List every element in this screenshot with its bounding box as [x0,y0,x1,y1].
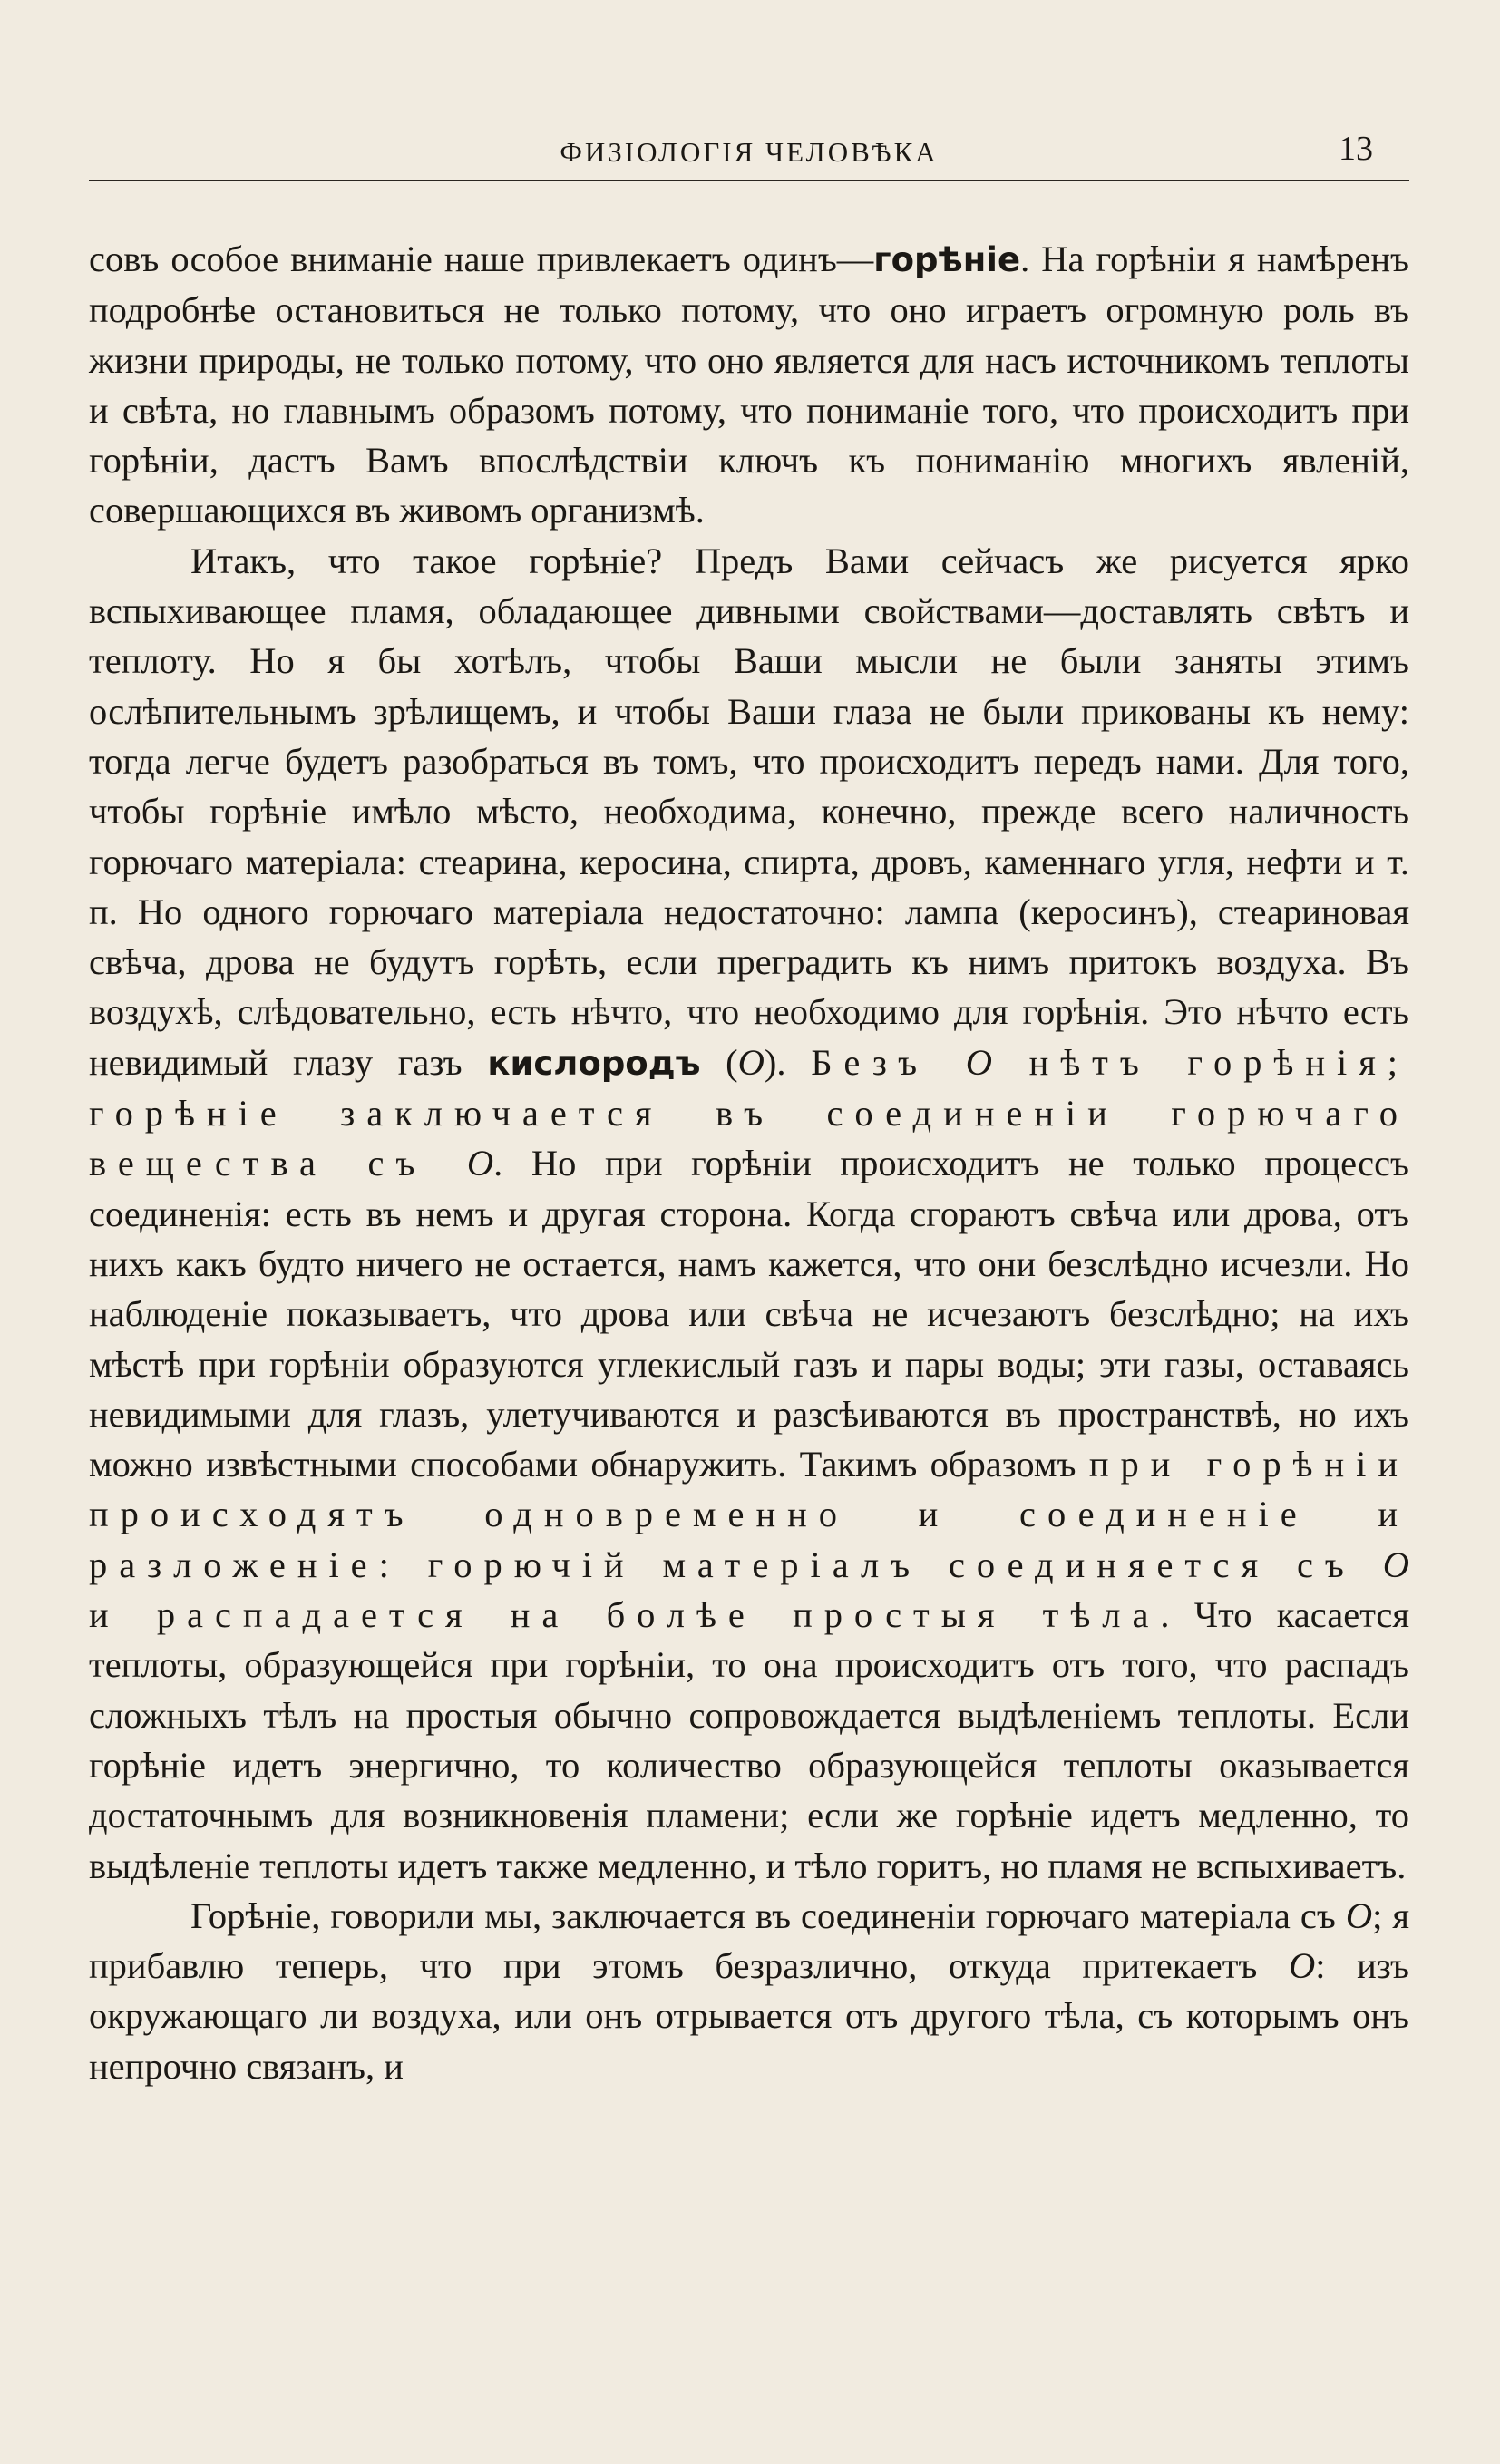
text-run: ). [764,1041,812,1083]
text-run-spaced: и распадается на болѣе простыя тѣла [89,1594,1161,1636]
paragraph [89,536,1409,1891]
text-run: Итакъ, что такое горѣніе? Предъ Вами сейчасъ же рисуется ярко вспыхивающее пламя, обладающее дивными свойствами—доставлять свѣтъ и теплоту. Но я бы хотѣлъ, чтобы Ваши мысли не были заняты этимъ ослѣпительнымъ зрѣлищемъ, и чтобы Ваши глаза не были прикованы къ нему: тогда легче будетъ разобраться въ томъ, что происходитъ передъ нами. Для того, чтобы горѣніе имѣло мѣсто, необходима, конечно, прежде всего наличность горючаго матеріала: стеарина, керосина, спирта, дровъ, каменнаго угля, нефти и т. п. Но одного горючаго матеріала недостаточно: лампа (керосинъ), стеариновая свѣча, дрова не будутъ горѣть, если преградить къ нимъ притокъ воздуха. Въ воздухѣ, слѣдовательно, есть нѣчто, что необходимо для горѣнія. Это нѣчто есть невидимый глазу газъ [89,540,1409,1083]
paragraph [89,234,1409,536]
text-run-italic: O [1382,1544,1409,1585]
text-run: Горѣніе, говорили мы, заключается въ соединеніи горючаго матеріала съ [190,1894,1346,1936]
text-run-spaced: нѣтъ горѣнія; горѣніе заключается въ соединеніи горючаго вещества съ [89,1041,1409,1184]
text-run: : изъ окружающаго ли воздуха, или онъ отрывается отъ другого тѣла, съ которымъ онъ непрочно связанъ, и [89,1945,1409,2087]
text-run-italic: O [737,1041,765,1083]
text-run-bold: кислородъ [487,1043,701,1083]
text-run: . На горѣніи я намѣренъ подробнѣе остановиться не только потому, что оно играетъ огромную роль въ жизни природы, не только потому, что оно является для насъ источникомъ теплоты и свѣта, но главнымъ образомъ потому, что пониманіе того, что происходитъ при горѣніи, дастъ Вамъ впослѣдствіи ключъ къ пониманію многихъ явленій, совершающихся въ живомъ организмѣ. [89,239,1409,531]
paragraph [89,1891,1409,2091]
text-run-italic: O [1288,1945,1316,1987]
page-header [89,0,1409,181]
page-number: 13 [1339,130,1373,168]
text-run: . Что касается теплоты, образующейся при горѣніи, то она происходитъ отъ того, что распадъ сложныхъ тѣлъ на простыя обычно сопровождается выдѣленіемъ теплоты. Если горѣніе идетъ энергично, то количество образующейся теплоты оказывается достаточнымъ для возникновенія пламени; если же горѣніе идетъ медленно, то выдѣленіе теплоты идетъ также медленно, и тѣло горитъ, но пламя не вспыхиваетъ. [89,1594,1410,1886]
text-run-italic: O [965,1041,992,1083]
header-rule [89,180,1409,181]
text-run: ( [700,1041,738,1083]
running-title: ФИЗІОЛОГІЯ ЧЕЛОВѢКА [560,136,939,168]
text-run: . Но при горѣніи происходитъ не только процессъ соединенія: есть въ немъ и другая сторона. Когда сгораютъ свѣча или дрова, отъ нихъ какъ будто ничего не остается, намъ кажется, что они безслѣдно исчезли. Но наблюденіе показываетъ, что дрова или свѣча не исчезаютъ безслѣдно; на ихъ мѣстѣ при горѣніи образуются углекислый газъ и пары воды; эти газы, оставаясь невидимыми для глазъ, улетучиваются и разсѣиваются въ пространствѣ, но ихъ можно извѣстными способами обнаружить. Такимъ образомъ [89,1143,1409,1485]
text-run-bold: горѣніе [873,240,1021,279]
text-run-spaced: Безъ [811,1041,966,1083]
text-run: совъ особое вниманіе наше привлекаетъ одинъ— [89,239,874,279]
body-text [89,234,1409,2091]
text-run-spaced: при горѣніи происходятъ одновременно и соединеніе и разложеніе: горючій матеріалъ соединяется съ [89,1444,1409,1585]
text-run: ; я прибавлю теперь, что при этомъ безразлично, откуда притекаетъ [89,1894,1409,1987]
text-run-italic: O [466,1143,494,1184]
text-run-italic: O [1345,1894,1373,1936]
